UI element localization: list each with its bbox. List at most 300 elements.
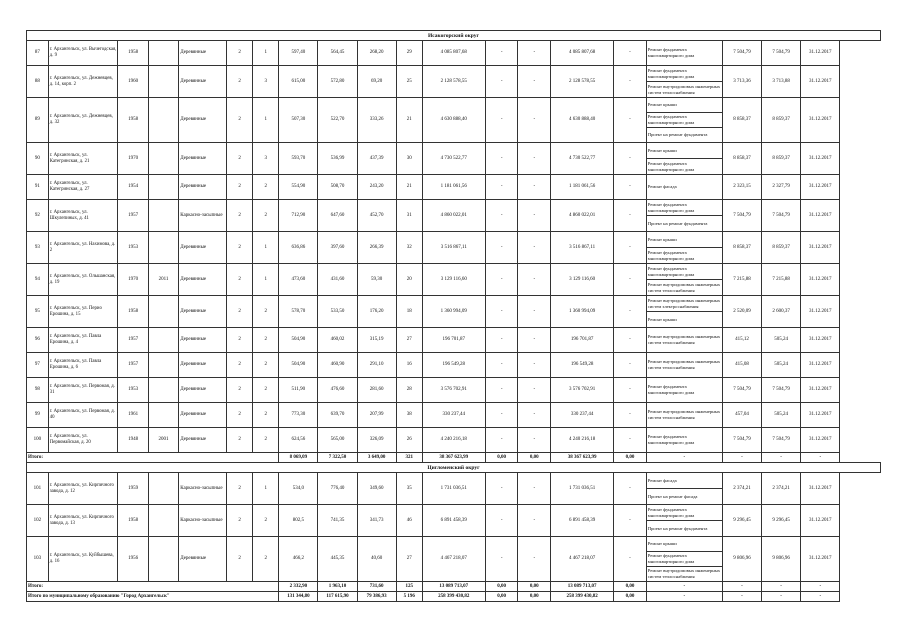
cell-owners: - [614,66,647,98]
total-residents: 321 [396,453,422,463]
cell-walls: Деревянные [179,41,227,66]
cell-region: - [518,403,551,428]
cell-owners: - [614,264,647,296]
cell-floors: 2 [227,175,253,200]
cell-area-total: 615,00 [279,66,318,98]
cell-work: Ремонт фундамента многоквартирного дома [646,378,722,403]
cell-owners: - [614,403,647,428]
cell-entrances: 3 [253,66,279,98]
cell-num: 92 [27,200,49,232]
cell-year: 1954 [118,175,148,200]
total-area-liv: 731,60 [357,582,396,592]
total-area-res: 117 615,90 [318,592,357,602]
total-label: Итого по муниципальному образованию "Город Архангельск" [27,592,279,602]
cell-entrances: 2 [253,175,279,200]
total-owners: 0,00 [614,582,647,592]
table-row [27,143,881,159]
total-fund: 0,00 [485,582,518,592]
section-total-row [27,453,881,463]
cell-entrances: 1 [253,264,279,296]
cell-work: Ремонт внутридомовых инженерных систем теплоснабжения [646,353,722,378]
cell-area-total: 802,5 [279,505,318,537]
cell-year: 1948 [118,428,148,453]
section-title: Цигломенский округ [27,463,881,473]
cell-floors: 2 [227,66,253,98]
cell-cost: 196 701,87 [422,328,485,353]
cell-year2 [148,296,178,328]
total-area-total: 2 332,90 [279,582,318,592]
cell-area-total: 624,56 [279,428,318,453]
cell-walls: Деревянные [179,537,227,582]
cell-local: 2 128 578,55 [551,66,614,98]
cell-spec-cost: 415,08 [722,353,761,378]
cell-spec-cost: 7 504,79 [722,200,761,232]
cell-walls: Деревянные [179,378,227,403]
cell-local: 4 085 807,68 [551,41,614,66]
cell-spec-cost: 8 858,37 [722,232,761,264]
cell-area-liv: 281,60 [357,378,396,403]
cell-area-res: 565,00 [318,428,357,453]
cell-max-cost: 2 600,37 [762,296,801,328]
cell-floors: 2 [227,328,253,353]
cell-fund: - [485,264,518,296]
cell-walls: Каркасно-засыпные [179,505,227,537]
cell-work: Проект на ремонт фундамента [646,128,722,143]
cell-walls: Деревянные [179,403,227,428]
cell-year: 1970 [118,264,148,296]
total-label: Итого: [27,453,279,463]
cell-spec-cost: 8 858,37 [722,143,761,175]
cell-cost: 4 730 522,77 [422,143,485,175]
section-header [27,31,881,41]
cell-deadline: 31.12.2017 [801,41,840,66]
cell-floors: 2 [227,143,253,175]
cell-fund: - [485,473,518,505]
housing-repair-table [26,30,881,602]
cell-local: 3 576 702,91 [551,378,614,403]
table-row [27,353,881,378]
total-local: 13 089 713,07 [551,582,614,592]
cell-cost: 196 549,28 [422,353,485,378]
cell-area-total: 554,90 [279,175,318,200]
cell-entrances: 2 [253,378,279,403]
cell-entrances: 1 [253,232,279,264]
cell-walls: Каркасно-засыпные [179,200,227,232]
cell-cost: 1 360 994,09 [422,296,485,328]
cell-area-total: 593,70 [279,143,318,175]
cell-floors: 2 [227,473,253,505]
cell-year: 1953 [118,378,148,403]
cell-local: 196 549,28 [551,353,614,378]
cell-deadline: 31.12.2017 [801,232,840,264]
cell-spec-cost: 8 858,37 [722,98,761,143]
cell-residents: 38 [396,403,422,428]
cell-residents: 16 [396,353,422,378]
cell-work: Ремонт фундамента многоквартирного дома [646,159,722,175]
cell-year2 [148,66,178,98]
table-row [27,403,881,428]
cell-area-res: 397,60 [318,232,357,264]
cell-entrances: 2 [253,505,279,537]
total-region: 0,00 [518,582,551,592]
cell-residents: 27 [396,328,422,353]
cell-area-liv: 333,26 [357,98,396,143]
cell-work: Ремонт фундамента многоквартирного дома [646,66,722,82]
cell-floors: 2 [227,537,253,582]
cell-address: г. Архангельск, ул. Перио Ерошина, д. 15 [48,296,118,328]
cell-area-liv: 207,99 [357,403,396,428]
cell-max-cost: 8 859,37 [762,232,801,264]
cell-area-res: 639,70 [318,403,357,428]
cell-walls: Деревянные [179,143,227,175]
cell-num: 95 [27,296,49,328]
cell-cost: 1 731 036,51 [422,473,485,505]
cell-num: 99 [27,403,49,428]
table-row [27,264,881,280]
cell-owners: - [614,143,647,175]
cell-spec-cost: 2 323,15 [722,175,761,200]
total-fund: 0,00 [485,453,518,463]
cell-address: г. Архангельск, ул. Категринская, д. 21 [48,143,118,175]
cell-walls: Деревянные [179,353,227,378]
cell-fund: - [485,353,518,378]
cell-region: - [518,353,551,378]
cell-year2 [148,98,178,143]
cell-fund: - [485,143,518,175]
total-label: Итого: [27,582,279,592]
table-row [27,200,881,216]
cell-year2 [148,143,178,175]
cell-work: Ремонт фундамента многоквартирного дома [646,41,722,66]
cell-area-res: 460,02 [318,328,357,353]
cell-region: - [518,537,551,582]
cell-area-res: 647,60 [318,200,357,232]
cell-year2 [148,505,178,537]
cell-entrances: 1 [253,41,279,66]
cell-max-cost: 2 327,79 [762,175,801,200]
cell-region: - [518,328,551,353]
cell-region: - [518,66,551,98]
cell-floors: 2 [227,41,253,66]
section-title: Исакогорский округ [27,31,881,41]
cell-deadline: 31.12.2017 [801,428,840,453]
cell-deadline: 31.12.2017 [801,296,840,328]
total-deadline: - [801,592,840,602]
cell-area-res: 508,70 [318,175,357,200]
cell-local: 1 731 036,51 [551,473,614,505]
cell-owners: - [614,353,647,378]
cell-walls: Деревянные [179,328,227,353]
cell-region: - [518,98,551,143]
cell-work: Ремонт внутридомовых инженерных систем теплоснабжения [646,403,722,428]
total-deadline: - [801,582,840,592]
table-row [27,473,881,489]
cell-region: - [518,200,551,232]
cell-residents: 35 [396,473,422,505]
cell-walls: Деревянные [179,296,227,328]
total-deadline: - [801,453,840,463]
cell-num: 103 [27,537,49,582]
total-area-res: 7 322,50 [318,453,357,463]
cell-deadline: 31.12.2017 [801,200,840,232]
cell-cost: 1 181 061,56 [422,175,485,200]
cell-residents: 32 [396,232,422,264]
total-area-liv: 3 649,00 [357,453,396,463]
cell-year: 1953 [118,232,148,264]
cell-work: Ремонт внутридомовых инженерных систем теплоснабжения [646,82,722,98]
cell-local: 4 630 888,40 [551,98,614,143]
cell-cost: 3 576 702,91 [422,378,485,403]
cell-area-total: 636,86 [279,232,318,264]
cell-area-liv: 341,73 [357,505,396,537]
cell-deadline: 31.12.2017 [801,473,840,505]
cell-year2 [148,378,178,403]
cell-entrances: 2 [253,328,279,353]
cell-spec-cost: 9 296,45 [722,505,761,537]
cell-address: г. Архангельск, ул. Дежневцев, д. 32 [48,98,118,143]
cell-region: - [518,505,551,537]
cell-work: Ремонт крыши [646,312,722,328]
cell-walls: Деревянные [179,264,227,296]
cell-year2 [148,175,178,200]
total-cost: 38 367 623,99 [422,453,485,463]
cell-area-total: 597,40 [279,41,318,66]
cell-address: г. Архангельск, ул. Первомайская, д. 20 [48,428,118,453]
cell-year2 [148,232,178,264]
cell-max-cost: 3 713,88 [762,66,801,98]
total-works: - [646,592,722,602]
table-row [27,66,881,82]
cell-year: 1960 [118,66,148,98]
cell-max-cost: 9 296,45 [762,505,801,537]
cell-floors: 2 [227,428,253,453]
cell-region: - [518,175,551,200]
cell-max-cost: 505,24 [762,328,801,353]
cell-owners: - [614,175,647,200]
total-max: - [762,582,801,592]
cell-owners: - [614,232,647,264]
cell-local: 6 891 458,39 [551,505,614,537]
cell-fund: - [485,505,518,537]
cell-fund: - [485,200,518,232]
cell-work: Проект на ремонт фундамента [646,521,722,537]
total-local: 38 367 623,99 [551,453,614,463]
cell-area-liv: 437,39 [357,143,396,175]
cell-floors: 2 [227,353,253,378]
cell-area-res: 536,99 [318,143,357,175]
cell-cost: 4 860 022,01 [422,200,485,232]
cell-num: 94 [27,264,49,296]
cell-area-res: 776,40 [318,473,357,505]
cell-max-cost: 7 504,79 [762,41,801,66]
cell-floors: 2 [227,232,253,264]
cell-work: Ремонт крыши [646,232,722,248]
cell-area-liv: 349,60 [357,473,396,505]
cell-floors: 2 [227,505,253,537]
cell-floors: 2 [227,403,253,428]
cell-year2: 2011 [148,264,178,296]
cell-num: 100 [27,428,49,453]
cell-fund: - [485,428,518,453]
cell-region: - [518,232,551,264]
cell-spec-cost: 7 504,79 [722,378,761,403]
cell-max-cost: 9 806,96 [762,537,801,582]
cell-address: г. Архангельск, ул. Первомая, д. 31 [48,378,118,403]
cell-residents: 18 [396,296,422,328]
cell-deadline: 31.12.2017 [801,403,840,428]
cell-area-liv: 268,20 [357,41,396,66]
cell-year: 1957 [118,200,148,232]
cell-floors: 2 [227,378,253,403]
cell-area-res: 533,50 [318,296,357,328]
cell-num: 97 [27,353,49,378]
cell-deadline: 31.12.2017 [801,505,840,537]
cell-cost: 4 085 807,68 [422,41,485,66]
cell-max-cost: 8 859,37 [762,98,801,143]
cell-address: г. Архангельск, ул. Ольшанская, д. 19 [48,264,118,296]
cell-residents: 21 [396,175,422,200]
cell-entrances: 1 [253,98,279,143]
cell-residents: 26 [396,428,422,453]
cell-area-total: 712,90 [279,200,318,232]
cell-floors: 2 [227,264,253,296]
cell-entrances: 3 [253,143,279,175]
total-spec: - [722,453,761,463]
cell-max-cost: 7 504,79 [762,428,801,453]
cell-area-liv: 291,10 [357,353,396,378]
cell-year2 [148,328,178,353]
cell-year: 1961 [118,403,148,428]
cell-fund: - [485,66,518,98]
cell-address: г. Архангельск, ул. Вычегодская, д. 9 [48,41,118,66]
cell-num: 98 [27,378,49,403]
cell-deadline: 31.12.2017 [801,378,840,403]
cell-deadline: 31.12.2017 [801,353,840,378]
table-row [27,175,881,200]
total-area-liv: 79 386,93 [357,592,396,602]
cell-work: Ремонт внутридомовых инженерных систем теплоснабжения [646,567,722,582]
cell-residents: 46 [396,505,422,537]
table-row [27,505,881,521]
cell-work: Ремонт фасада [646,473,722,489]
cell-residents: 25 [396,66,422,98]
table-row [27,41,881,66]
cell-num: 102 [27,505,49,537]
total-fund: 0,00 [485,592,518,602]
cell-local: 4 860 022,01 [551,200,614,232]
cell-region: - [518,264,551,296]
cell-max-cost: 505,24 [762,353,801,378]
cell-work: Ремонт фундамента многоквартирного дома [646,200,722,216]
cell-max-cost: 7 504,79 [762,200,801,232]
cell-work: Ремонт крыши [646,143,722,159]
cell-deadline: 31.12.2017 [801,264,840,296]
cell-cost: 4 630 888,40 [422,98,485,143]
cell-area-total: 578,70 [279,296,318,328]
cell-walls: Каркасно-засыпные [179,473,227,505]
cell-cost: 3 129 116,60 [422,264,485,296]
cell-residents: 31 [396,200,422,232]
cell-address: г. Архангельск, ул. Первомая, д. 40 [48,403,118,428]
table-row [27,428,881,453]
cell-fund: - [485,296,518,328]
cell-region: - [518,296,551,328]
cell-year: 1956 [118,537,148,582]
cell-year: 1970 [118,143,148,175]
cell-area-liv: 59,30 [357,264,396,296]
total-spec: - [722,592,761,602]
cell-spec-cost: 2 520,09 [722,296,761,328]
cell-max-cost: 7 215,88 [762,264,801,296]
cell-entrances: 2 [253,200,279,232]
cell-work: Ремонт фасада [646,175,722,200]
cell-area-res: 741,35 [318,505,357,537]
cell-max-cost: 505,24 [762,403,801,428]
cell-year2 [148,200,178,232]
cell-region: - [518,378,551,403]
cell-owners: - [614,505,647,537]
cell-spec-cost: 9 806,96 [722,537,761,582]
total-local: 258 399 430,82 [551,592,614,602]
cell-region: - [518,143,551,175]
cell-year: 1958 [118,41,148,66]
total-residents: 125 [396,582,422,592]
cell-work: Проект на ремонт фундамента [646,216,722,232]
cell-entrances: 1 [253,473,279,505]
cell-area-res: 445,35 [318,537,357,582]
cell-cost: 4 467 218,07 [422,537,485,582]
cell-local: 1 360 994,09 [551,296,614,328]
cell-deadline: 31.12.2017 [801,537,840,582]
cell-cost: 4 240 216,18 [422,428,485,453]
cell-address: г. Архангельск, ул. Павла Ерошина, д. 4 [48,328,118,353]
cell-area-res: 564,45 [318,41,357,66]
cell-year: 1957 [118,353,148,378]
cell-year: 1958 [118,296,148,328]
total-area-res: 1 963,10 [318,582,357,592]
cell-local: 196 701,87 [551,328,614,353]
cell-owners: - [614,296,647,328]
cell-cost: 330 237,44 [422,403,485,428]
cell-address: г. Архангельск, ул. Нахимова, д. 2 [48,232,118,264]
cell-spec-cost: 3 713,36 [722,66,761,98]
cell-max-cost: 2 374,21 [762,473,801,505]
cell-area-liv: 69,20 [357,66,396,98]
cell-address: г. Архангельск, ул. Куйбышева, д. 16 [48,537,118,582]
cell-entrances: 2 [253,296,279,328]
cell-work: Ремонт крыши [646,537,722,552]
cell-local: 3 516 867,11 [551,232,614,264]
cell-spec-cost: 457,04 [722,403,761,428]
cell-region: - [518,41,551,66]
cell-walls: Деревянные [179,66,227,98]
cell-area-liv: 243,20 [357,175,396,200]
cell-num: 89 [27,98,49,143]
cell-num: 96 [27,328,49,353]
cell-year2 [148,403,178,428]
cell-area-res: 431,60 [318,264,357,296]
cell-area-total: 511,90 [279,378,318,403]
cell-work: Ремонт фундамента многоквартирного дома [646,248,722,264]
cell-max-cost: 8 859,37 [762,143,801,175]
cell-deadline: 31.12.2017 [801,328,840,353]
cell-residents: 30 [396,143,422,175]
cell-max-cost: 7 504,79 [762,378,801,403]
cell-deadline: 31.12.2017 [801,175,840,200]
cell-fund: - [485,378,518,403]
cell-owners: - [614,41,647,66]
cell-num: 101 [27,473,49,505]
